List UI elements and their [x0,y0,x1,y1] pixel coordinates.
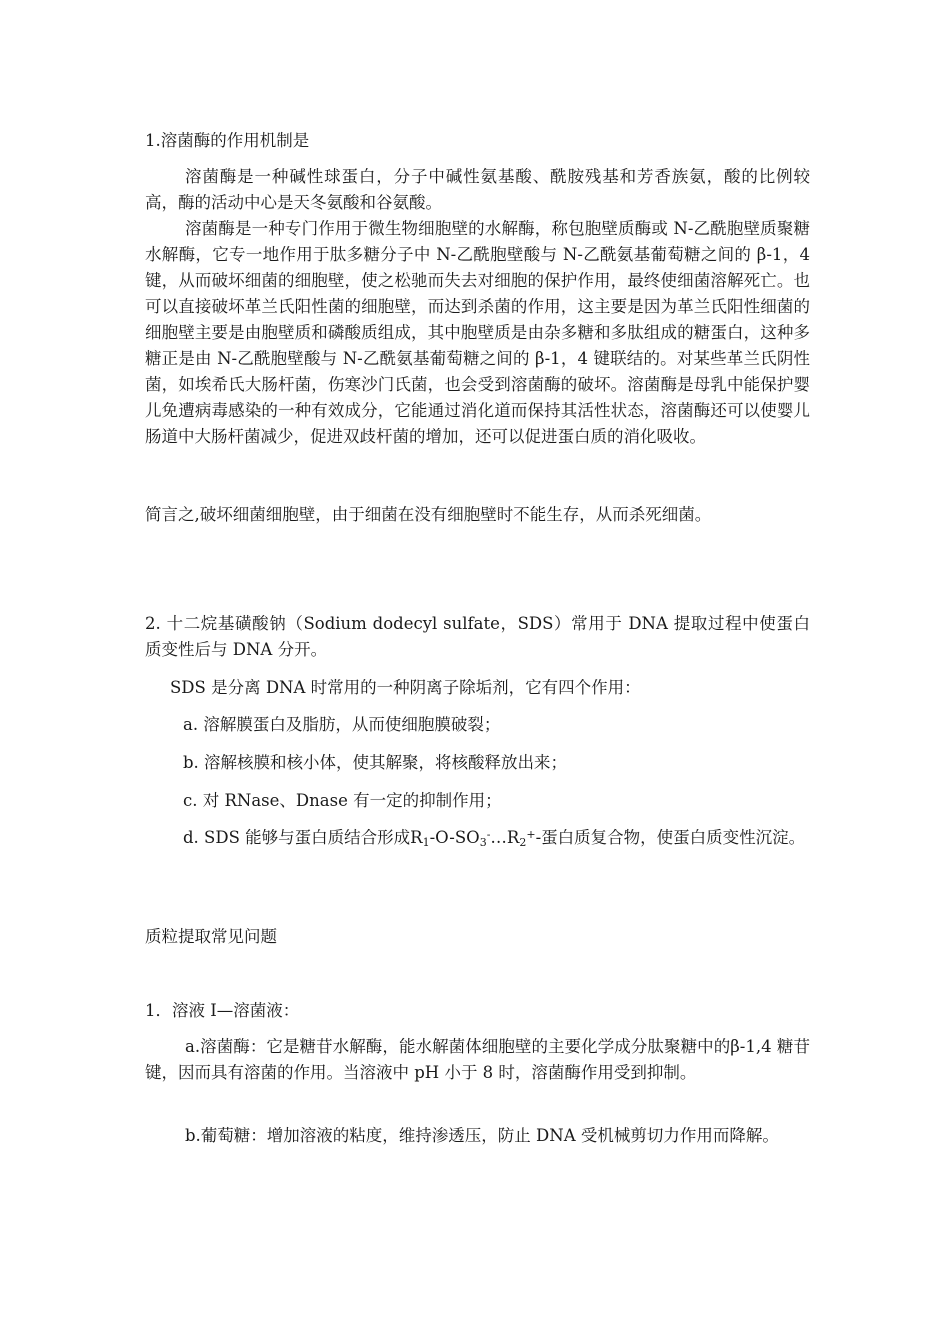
section1-heading: 1.溶菌酶的作用机制是 [145,131,310,150]
item-d-mid-2: …R [490,828,520,847]
item-d-suffix: -蛋白质复合物，使蛋白质变性沉淀。 [535,828,806,847]
section3-heading: 1．溶液 I—溶菌液： [145,1001,300,1020]
item-d-sup-minus: - [486,828,491,841]
item-d-prefix: d. SDS 能够与蛋白质结合形成R [183,828,423,847]
section1-paragraph-2: 溶菌酶是一种专门作用于微生物细胞壁的水解酶，称包胞壁质酶或 N-乙酰胞壁质聚糖水解酶，它专一地作用于肽多糖分子中 N-乙酰胞壁酸与 N-乙酰氨基葡萄糖之间的 β-1，4 键，从而破坏细菌的细胞壁，使之松驰而失去对细胞的保护作用，最终使细菌溶解死亡。也可以直接破坏革兰氏阳性菌的细胞壁，而达到杀菌的作用，这主要是因为革兰氏阳性细菌的细胞壁主要是由胞壁质和磷酸质组成，其中胞壁质是由杂多糖和多肽组成的糖蛋白，这种多糖正是由 N-乙酰胞壁酸与 N-乙酰氨基葡萄糖之间的 β-1，4 键联结的。对某些革兰氏阴性菌，如埃希氏大肠杆菌，伤寒沙门氏菌，也会受到溶菌酶的破坏。溶菌酶是母乳中能保护婴儿免遭病毒感染的一种有效成分，它能通过消化道而保持其活性状态，溶菌酶还可以使婴儿肠道中大肠杆菌减少，促进双歧杆菌的增加，还可以促进蛋白质的消化吸收。 [145,219,810,446]
section2-item-c: c. 对 RNase、Dnase 有一定的抑制作用； [183,791,502,810]
section2-item-a: a. 溶解膜蛋白及脂肪，从而使细胞膜破裂； [183,715,501,734]
section1-paragraph-1: 溶菌酶是一种碱性球蛋白，分子中碱性氨基酸、酰胺残基和芳香族氨，酸的比例较高，酶的活动中心是天冬氨酸和谷氨酸。 [145,167,810,212]
section2-intro: SDS 是分离 DNA 时常用的一种阴离子除垢剂，它有四个作用： [170,678,641,697]
section3-title: 质粒提取常见问题 [145,927,277,946]
section2-heading: 2. 十二烷基磺酸钠（Sodium dodecyl sulfate，SDS）常用于 DNA 提取过程中使蛋白质变性后与 DNA 分开。 [145,614,810,659]
section2-item-d [183,825,838,851]
item-d-sub-3: 3 [479,836,487,849]
item-d-sub-1: 1 [422,836,430,849]
item-d-sub-2: 2 [519,836,527,849]
section3-item-b: b.葡萄糖：增加溶液的粘度，维持渗透压，防止 DNA 受机械剪切力作用而降解。 [185,1126,779,1145]
item-d-mid-1: -O-SO [429,828,480,847]
section2-item-b: b. 溶解核膜和核小体，使其解聚，将核酸释放出来； [183,753,568,772]
item-d-sup-plus: + [526,828,536,841]
section1-summary: 简言之,破坏细菌细胞壁，由于细菌在没有细胞壁时不能生存，从而杀死细菌。 [145,505,712,524]
section3-item-a: a.溶菌酶：它是糖苷水解酶，能水解菌体细胞壁的主要化学成分肽聚糖中的β-1,4 糖苷键，因而具有溶菌的作用。当溶液中 pH 小于 8 时，溶菌酶作用受到抑制。 [145,1037,810,1082]
